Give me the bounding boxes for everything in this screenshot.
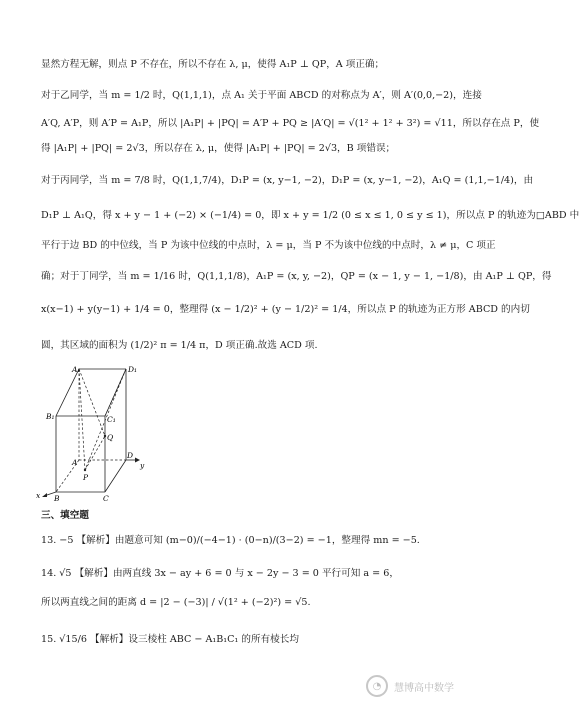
text-line-2: 对于乙同学，当 m = 1/2 时，Q(1,1,1)，点 A₁ 关于平面 ABCD 的对称点为 A′，则 A′(0,0,−2)，连接 xyxy=(41,90,482,101)
text-line-10: 圆，其区域的面积为 (1/2)² π = 1/4 π，D 项正确.故选 ACD 项. xyxy=(41,340,318,351)
section-heading: 三、填空题 xyxy=(41,510,89,521)
label-c1: C₁ xyxy=(107,415,116,424)
answer-14: 14. √5 【解析】由两直线 3x − ay + 6 = 0 与 x − 2y − 3 = 0 平行可知 a = 6， xyxy=(41,568,399,579)
label-a: A xyxy=(72,458,78,467)
label-x: x xyxy=(36,491,41,500)
cube-figure xyxy=(36,364,148,503)
text-line-3: A′Q, A′P，则 A′P = A₁P，所以 |A₁P| + |PQ| = A′P + PQ ≥ |A′Q| = √(1² + 1² + 3²) = √11，所以存在点 P，使 xyxy=(41,118,540,129)
watermark xyxy=(366,673,486,699)
label-y: y xyxy=(140,461,145,470)
text-line-4: 得 |A₁P| + |PQ| = 2√3，所以存在 λ, μ，使得 |A₁P| + |PQ| = 2√3，B 项错误； xyxy=(41,143,396,154)
text-line-7: 平行于边 BD 的中位线，当 P 为该中位线的中点时，λ = μ，当 P 不为该中位线的中点时，λ ≠ μ，C 项正 xyxy=(41,240,496,251)
text-line-9: x(x−1) + y(y−1) + 1/4 = 0，整理得 (x − 1/2)² + (y − 1/2)² = 1/4，所以点 P 的轨迹为正方形 ABCD 的内切 xyxy=(41,304,530,315)
text-line-5: 对于丙同学，当 m = 7/8 时，Q(1,1,7/4)，D₁P = (x, y−1, −2)，D₁P = (x, y−1, −2)，A₁Q = (1,1,−1/4)，由 xyxy=(41,175,534,186)
label-b: B xyxy=(54,494,60,503)
text-line-8: 确；对于丁同学，当 m = 1/16 时，Q(1,1,1/8)，A₁P = (x, y, −2)，QP = (x − 1, y − 1, −1/8)，由 A₁P ⊥ QP，得 xyxy=(41,271,552,282)
label-b1: B₁ xyxy=(46,412,55,421)
answer-14-distance: 所以两直线之间的距离 d = |2 − (−3)| / √(1² + (−2)²) = √5. xyxy=(41,597,311,608)
wechat-logo-icon: ◔ xyxy=(366,675,388,697)
text-line-1: 显然方程无解，则点 P 不存在，所以不存在 λ, μ，使得 A₁P ⊥ QP，A 项正确； xyxy=(41,59,385,70)
label-d1: D₁ xyxy=(128,365,138,374)
label-p: P xyxy=(83,473,89,482)
label-q: Q xyxy=(107,433,114,442)
watermark-text: 慧博高中数学 xyxy=(394,682,454,694)
answer-13: 13. −5 【解析】由题意可知 (m−0)/(−4−1) · (0−n)/(3−2) = −1，整理得 mn = −5. xyxy=(41,535,420,546)
label-a1: A₁ xyxy=(72,365,81,374)
label-d: D xyxy=(127,451,134,460)
text-line-6: D₁P ⊥ A₁Q，得 x + y − 1 + (−2) × (−1/4) = 0，即 x + y = 1/2 (0 ≤ x ≤ 1, 0 ≤ y ≤ 1)，所以点 P 的轨迹为□ABD 中 xyxy=(41,210,579,221)
answer-15: 15. √15/6 【解析】设三棱柱 ABC − A₁B₁C₁ 的所有棱长均 xyxy=(41,634,299,645)
label-c: C xyxy=(103,494,109,503)
